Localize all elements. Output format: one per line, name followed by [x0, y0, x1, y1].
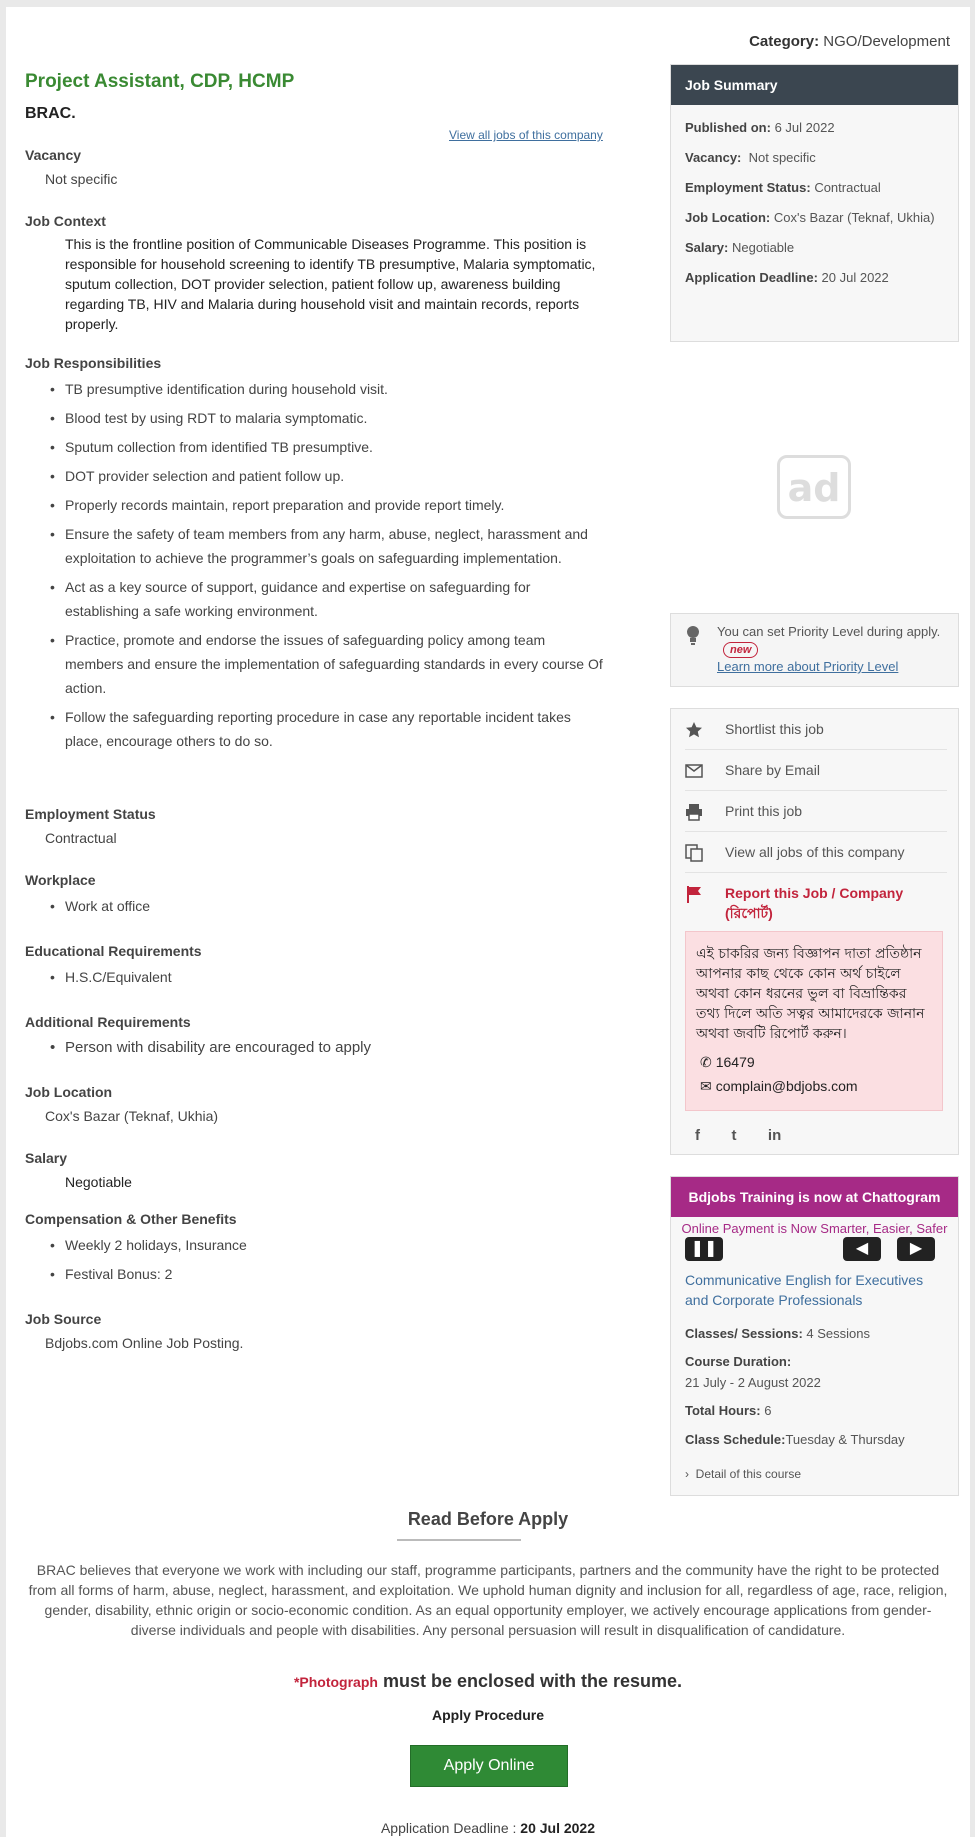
facebook-icon[interactable]: f — [695, 1127, 700, 1144]
list-item: • Sputum collection from identified TB presumptive. — [25, 435, 605, 459]
next-arrow-icon[interactable]: ▶ — [897, 1237, 935, 1261]
job-location-section: Job Location Cox's Bazar (Teknaf, Ukhia) — [25, 1084, 219, 1124]
list-item: • Practice, promote and endorse the issues of safeguarding policy among team members and ensure the implementation of safeguarding standards in every course Of action. — [25, 628, 605, 700]
list-item: • TB presumptive identification during household visit. — [25, 377, 605, 401]
job-summary-title: Job Summary — [671, 65, 958, 105]
share-email-button[interactable]: Share by Email — [685, 750, 947, 791]
list-item: • Properly records maintain, report preparation and provide report timely. — [25, 493, 605, 517]
list-item: • Ensure the safety of team members from any harm, abuse, neglect, harassment and exploitation to achieve the programmer’s goals on safeguarding implementation. — [25, 522, 605, 570]
course-title-link[interactable]: Communicative English for Executives and Corporate Professionals — [685, 1272, 924, 1308]
divider — [397, 1539, 521, 1541]
additional-requirements-section: Additional Requirements • Person with disability are encouraged to apply — [25, 1014, 625, 1065]
company-name: BRAC. — [25, 105, 76, 122]
course-schedule: Class Schedule:Tuesday & Thursday — [685, 1432, 905, 1447]
job-detail-page — [6, 7, 970, 1837]
apply-online-button[interactable]: Apply Online — [410, 1745, 568, 1787]
star-icon — [685, 721, 703, 739]
read-before-apply-text: BRAC believes that everyone we work with including our staff, programme participants, partners and the community have the right to be protected from all forms of harm, abuse, neglect, harassment, and exploitation. We uphold human dignity and inclusion for all, regardless of age, race, religion, gender, disability, ethnic origin or socio-economic condition. As an equal opportunity employer, we actively encourage applications from gender-diverse individuals and people with disabilities. Any personal persuasion will result in disqualification of candidature. — [28, 1562, 948, 1638]
list-item: • Weekly 2 holidays, Insurance — [25, 1233, 605, 1257]
pause-icon[interactable]: ❚❚ — [685, 1237, 723, 1261]
list-item: • DOT provider selection and patient follow up. — [25, 464, 605, 488]
ad-placeholder-icon[interactable]: ad — [777, 455, 851, 519]
summary-location: Job Location: Cox's Bazar (Teknaf, Ukhia) — [685, 210, 935, 225]
summary-status: Employment Status: Contractual — [685, 180, 881, 195]
job-summary-panel — [670, 64, 959, 342]
employment-status-section: Employment Status Contractual — [25, 806, 156, 846]
report-job-button[interactable]: Report this Job / Company (রিপোর্ট) — [685, 873, 947, 923]
list-item: • Work at office — [25, 894, 605, 918]
responsibilities-list — [25, 377, 625, 753]
course-hours: Total Hours: 6 — [685, 1403, 772, 1418]
course-duration: Course Duration: 21 July - 2 August 2022 — [685, 1354, 821, 1390]
priority-level-notice: You can set Priority Level during apply. new Learn more about Priority Level — [670, 613, 959, 687]
training-title: Bdjobs Training is now at Chattogram — [671, 1177, 958, 1217]
lightbulb-icon — [685, 624, 701, 646]
view-all-jobs-button[interactable]: View all jobs of this company — [685, 832, 947, 873]
phone-line: ✆ 16479 — [700, 1054, 755, 1070]
course-classes: Classes/ Sessions: 4 Sessions — [685, 1326, 871, 1341]
summary-salary: Salary: Negotiable — [685, 240, 795, 255]
linkedin-icon[interactable]: in — [767, 1127, 782, 1144]
category-label: Category: NGO/Development — [749, 33, 950, 50]
job-actions-panel — [670, 708, 959, 1155]
view-all-jobs-link[interactable]: View all jobs of this company — [449, 128, 603, 142]
training-ticker: Online Payment is Now Smarter, Easier, Safer — [681, 1221, 948, 1236]
job-source-section: Job Source Bdjobs.com Online Job Posting. — [25, 1311, 244, 1351]
new-badge: new — [723, 642, 758, 658]
email-line: ✉ complain@bdjobs.com — [700, 1078, 858, 1094]
social-share-bar — [695, 1127, 815, 1147]
shortlist-button[interactable]: Shortlist this job — [685, 709, 947, 750]
summary-deadline: Application Deadline: 20 Jul 2022 — [685, 270, 889, 285]
printer-icon — [685, 803, 703, 821]
list-item: • Act as a key source of support, guidance and expertise on safeguarding for establishing a safe working environment. — [25, 575, 605, 623]
list-item: • Person with disability are encouraged to apply — [25, 1036, 605, 1060]
photograph-note: *Photograph must be enclosed with the resume. — [293, 1671, 683, 1691]
prev-arrow-icon[interactable]: ◀ — [843, 1237, 881, 1261]
flag-icon — [685, 885, 703, 903]
training-panel — [670, 1176, 959, 1496]
envelope-icon — [685, 762, 703, 780]
twitter-icon[interactable]: t — [731, 1127, 737, 1144]
workplace-section: Workplace • Work at office — [25, 872, 625, 923]
list-item: • H.S.C/Equivalent — [25, 965, 605, 989]
apply-procedure-title: Apply Procedure — [431, 1707, 545, 1723]
application-deadline: Application Deadline : 20 Jul 2022 — [380, 1820, 596, 1836]
phone-icon: ✆ — [700, 1054, 712, 1070]
print-job-button[interactable]: Print this job — [685, 791, 947, 832]
priority-learn-more-link[interactable]: Learn more about Priority Level — [717, 659, 899, 674]
job-context-section: Job Context This is the frontline position of Communicable Diseases Programme. This position is responsible for household screening to identify TB presumptive, Malaria symptomatic, sputum collection, DOT provider selection, patient follow up, awareness building regarding TB, HIV and Malaria during household visit and maintain records, reports properly. — [25, 213, 596, 332]
list-item: • Festival Bonus: 2 — [25, 1262, 605, 1286]
list-item: • Follow the safeguarding reporting procedure in case any reportable incident takes place, encourage others to do so. — [25, 705, 605, 753]
education-section: Educational Requirements • H.S.C/Equivalent — [25, 943, 625, 994]
summary-published: Published on: 6 Jul 2022 — [685, 120, 835, 135]
vacancy-section: Vacancy Not specific — [25, 147, 118, 187]
salary-section: Salary Negotiable — [25, 1150, 132, 1190]
job-title: Project Assistant, CDP, HCMP — [25, 71, 295, 92]
read-before-apply-title: Read Before Apply — [407, 1509, 569, 1529]
list-item: • Blood test by using RDT to malaria symptomatic. — [25, 406, 605, 430]
benefits-section: Compensation & Other Benefits • Weekly 2 holidays, Insurance • Festival Bonus: 2 — [25, 1211, 625, 1291]
responsibilities-section: Job Responsibilities • TB presumptive identification during household visit. • Blood test by using RDT to malaria symptomatic. • Sputum collection from identified TB presumptive. • DOT provider selection and patient follow up. • Properly records maintain, report preparation and provide report timely. • Ensure the safety of team members from any harm, abuse, neglect, harassment and exploitation to achieve the programmer’s goals on safeguarding implementation. • Act as a key source of support, guidance and expertise on safeguarding for establishing a safe working environment. • Practice, promote and endorse the issues of safeguarding policy among team members and ensure the implementation of safeguarding standards in every course Of action. • Follow the safeguarding reporting procedure in case any reportable incident takes place, encourage others to do so. — [25, 355, 625, 758]
copy-icon — [685, 844, 703, 862]
summary-vacancy: Vacancy: Not specific — [685, 150, 816, 165]
envelope-icon: ✉ — [700, 1078, 712, 1094]
course-detail-link[interactable]: › Detail of this course — [685, 1467, 802, 1481]
fraud-warning-box: এই চাকরির জন্য বিজ্ঞাপন দাতা প্রতিষ্ঠান আপনার কাছ থেকে কোন অর্থ চাইলে অথবা কোন ধরনের ভুল বা বিভ্রান্তিকর তথ্য দিলে অতি সত্বর আমাদেরকে জানান অথবা জবটি রিপোর্ট করুন। ✆ 16479 ✉ complain@bdjobs.com — [685, 931, 943, 1111]
chevron-right-icon: › — [685, 1467, 689, 1481]
